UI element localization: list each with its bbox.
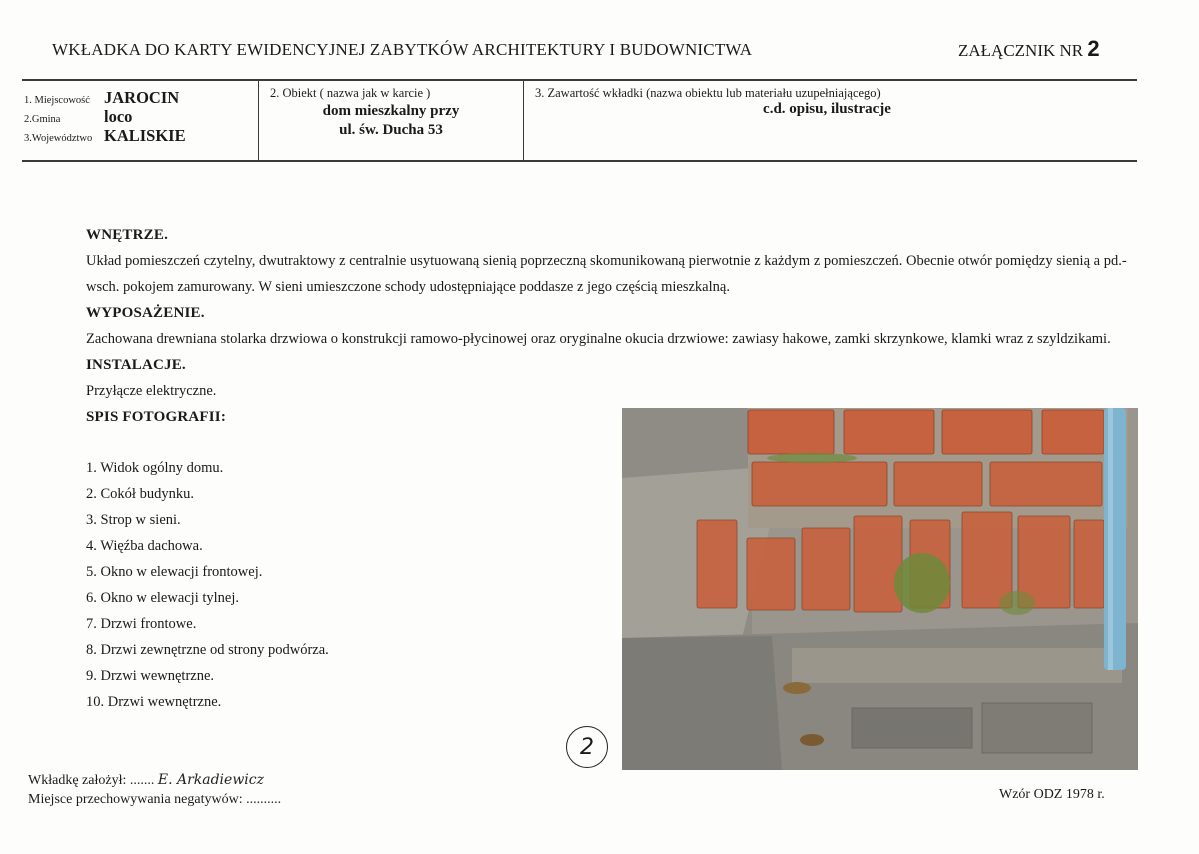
list-item: 10. Drzwi wewnętrzne. — [86, 694, 222, 710]
form-pattern: Wzór ODZ 1978 r. — [999, 787, 1105, 802]
brick — [962, 512, 1012, 608]
header-divider-2 — [523, 81, 524, 161]
wyposazenie-text: Zachowana drewniana stolarka drzwiowa o konstrukcji ramowo-płycinowej oraz oryginalne okucia drzwiowe: zawiasy hakowe, zamki skrzynkowe, klamki wraz z szyldzikami. — [86, 331, 1111, 347]
list-item: 6. Okno w elewacji tylnej. — [86, 590, 240, 606]
moss-patch — [999, 591, 1035, 615]
plinth-photo — [622, 408, 1138, 770]
list-item: 8. Drzwi zewnętrzne od strony podwórza. — [86, 642, 329, 658]
brick — [697, 520, 737, 608]
wnetrze-heading: WNĘTRZE. — [86, 227, 169, 243]
list-item: 7. Drzwi frontowe. — [86, 616, 197, 632]
zawartosc-label: 3. Zawartość wkładki (nazwa obiektu lub materiału uzupełniającego) — [535, 86, 881, 100]
form-title: WKŁADKA DO KARTY EWIDENCYJNEJ ZABYTKÓW ARCHITEKTURY I BUDOWNICTWA — [52, 40, 753, 59]
negatives-location: Miejsce przechowywania negatywów: .......... — [28, 792, 282, 807]
wyposazenie-heading: WYPOSAŻENIE. — [86, 305, 205, 321]
footing-band — [792, 648, 1122, 683]
wnetrze-text: Układ pomieszczeń czytelny, dwutraktowy z centralnie usytuowaną sienią poprzeczną skomunikowaną pierwotnie z każdym z pomieszczeń. Obecnie otwór pomiędzy sienią a pd.-wsch. pokojem zamurowany. W sieni umieszczone schody udostępniające poddasze z jego częścią mieszkalną. — [86, 253, 1127, 295]
gmina-value: loco — [104, 107, 133, 126]
zawartosc-value: c.d. opisu, ilustracje — [763, 101, 891, 117]
list-item: 4. Więźba dachowa. — [86, 538, 203, 554]
gmina-label: 2.Gmina — [24, 114, 61, 125]
leaf — [800, 734, 824, 746]
wojewodztwo-label: 3.Województwo — [24, 133, 93, 144]
brick — [990, 462, 1102, 506]
list-item: 1. Widok ogólny domu. — [86, 460, 224, 476]
author-signature: E. Arkadiewicz — [157, 772, 264, 788]
brick — [1042, 410, 1104, 454]
leaf — [783, 682, 811, 694]
photo-number-circle: 2 — [566, 726, 608, 768]
annex-label — [958, 36, 1100, 62]
brick — [1074, 520, 1104, 608]
list-item: 2. Cokół budynku. — [86, 486, 194, 502]
spis-heading: SPIS FOTOGRAFII: — [86, 409, 227, 425]
photo-list — [86, 455, 329, 715]
obiekt-label: 2. Obiekt ( nazwa jak w karcie ) — [270, 86, 431, 100]
paving-slab — [982, 703, 1092, 753]
field-wojewodztwo — [24, 126, 186, 146]
header-top-rule — [22, 79, 1137, 81]
obiekt-value-line1: dom mieszkalny przy — [322, 103, 460, 119]
instalacje-text: Przyłącze elektryczne. — [86, 383, 217, 399]
wojewodztwo-value: KALISKIE — [104, 126, 186, 145]
miejscowosc-label: 1. Miejscowość — [24, 95, 90, 106]
header-divider-1 — [258, 81, 259, 161]
author-line — [28, 772, 264, 789]
author-label: Wkładkę założył: ....... — [28, 773, 155, 788]
instalacje-heading: INSTALACJE. — [86, 357, 186, 373]
annex-number: 2 — [1087, 36, 1100, 61]
brick — [752, 462, 887, 506]
obiekt-value-line2: ul. św. Ducha 53 — [339, 122, 443, 138]
brick — [748, 410, 834, 454]
brick — [747, 538, 795, 610]
list-item: 9. Drzwi wewnętrzne. — [86, 668, 215, 684]
miejscowosc-value: JAROCIN — [104, 88, 180, 107]
brick — [844, 410, 934, 454]
header-bottom-rule — [22, 160, 1137, 162]
field-miejscowosc — [24, 88, 179, 108]
list-item: 5. Okno w elewacji frontowej. — [86, 564, 263, 580]
brick — [894, 462, 982, 506]
moss-patch — [767, 453, 857, 463]
drain-pipe-highlight — [1108, 408, 1113, 670]
paving-slab — [852, 708, 972, 748]
moss-patch — [894, 553, 950, 613]
brick — [854, 516, 902, 612]
drain-pipe — [1104, 408, 1126, 670]
plinth-photo-drawing — [622, 408, 1138, 770]
annex-label-text: ZAŁĄCZNIK NR — [958, 41, 1084, 60]
brick — [942, 410, 1032, 454]
field-gmina — [24, 107, 132, 127]
brick — [802, 528, 850, 610]
list-item: 3. Strop w sieni. — [86, 512, 181, 528]
description-body — [86, 222, 1151, 430]
